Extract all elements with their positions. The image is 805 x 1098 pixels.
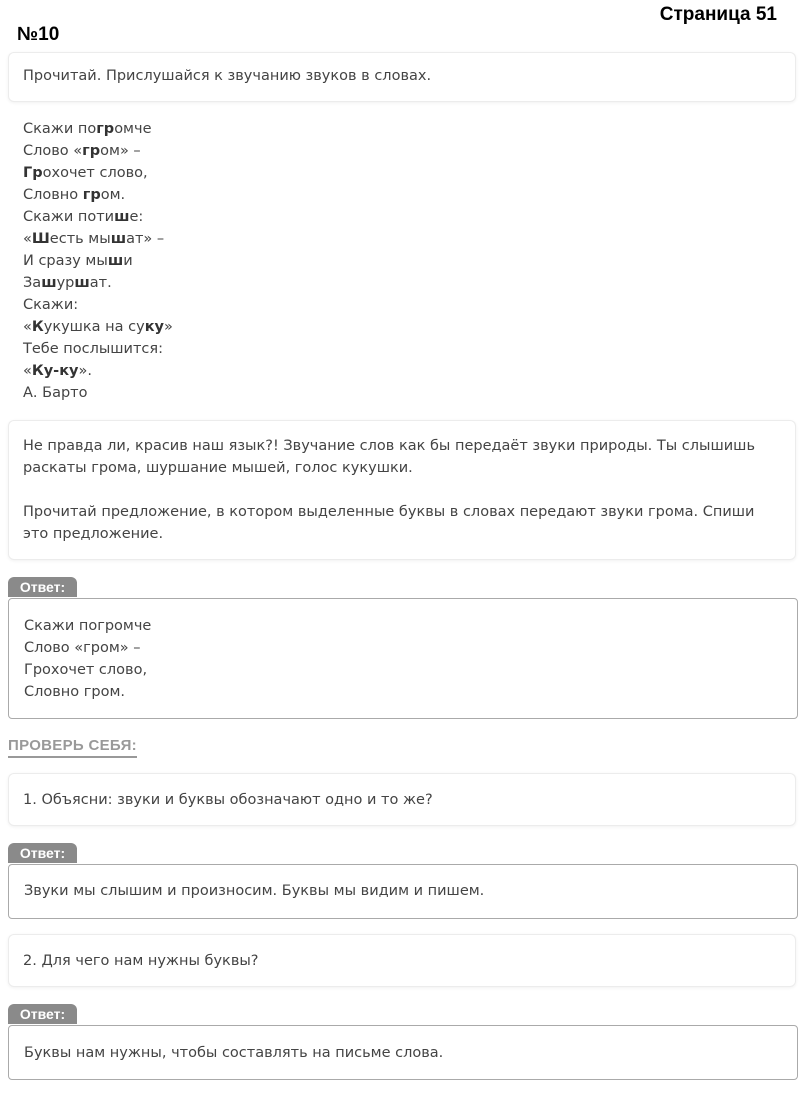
answer-box-2	[8, 864, 798, 919]
answer-line: Словно гром.	[24, 684, 126, 700]
poem-text: А. Барто	[23, 385, 88, 401]
poem-text: За	[23, 275, 42, 291]
poem-text: Скажи:	[23, 297, 79, 313]
poem-text: ат» –	[126, 231, 165, 247]
poem-line	[23, 118, 783, 140]
poem-text: Скажи по	[23, 121, 97, 137]
poem-text: И сразу мы	[23, 253, 108, 269]
poem-text: ом.	[100, 187, 126, 203]
poem-text: е:	[129, 209, 144, 225]
highlighted-letters: гр	[82, 187, 101, 203]
highlighted-letters: ку	[144, 319, 165, 335]
poem-text: и	[123, 253, 133, 269]
highlighted-letters: ш	[114, 209, 130, 225]
answer-line: Грохочет слово,	[24, 662, 148, 678]
intro-text: Прочитай. Прислушайся к звучанию звуков в словах.	[23, 68, 432, 84]
highlighted-letters: гр	[96, 121, 115, 137]
task-number: №10	[17, 24, 60, 45]
answer-label: Ответ:	[8, 1004, 77, 1024]
poem-line	[23, 316, 783, 338]
poem-line	[23, 360, 783, 382]
poem-line	[23, 294, 783, 316]
question-2-card	[8, 934, 796, 987]
poem-line	[23, 382, 783, 404]
highlighted-letters: Ку-ку	[31, 363, 79, 379]
poem-text: «	[23, 363, 32, 379]
highlighted-letters: ш	[107, 253, 124, 269]
highlighted-letters: ш	[74, 275, 90, 291]
answer-1-lines	[24, 599, 782, 703]
poem-text: Словно	[23, 187, 83, 203]
highlighted-letters: ш	[41, 275, 57, 291]
question-1-card	[8, 773, 796, 826]
poem-text: укушка на су	[43, 319, 145, 335]
question-card	[8, 420, 796, 560]
poem-text: охочет слово,	[42, 165, 148, 181]
answer-label: Ответ:	[8, 577, 77, 597]
page-number: Страница 51	[659, 4, 777, 25]
answer-2-text: Звуки мы слышим и произносим. Буквы мы видим и пишем.	[24, 883, 485, 899]
poem-text: Тебе послышится:	[23, 341, 164, 357]
poem-line	[23, 228, 783, 250]
poem-text: ур	[56, 275, 75, 291]
poem-line	[23, 338, 783, 360]
poem-text: ом» –	[100, 143, 141, 159]
answer-label: Ответ:	[8, 843, 77, 863]
question-paragraph-1: Не правда ли, красив наш язык?! Звучание слов как бы передаёт звуки природы. Ты слышишь раскаты грома, шуршание мышей, голос кукушки.	[23, 438, 755, 476]
question-1-text: 1. Объясни: звуки и буквы обозначают одно и то же?	[23, 792, 433, 808]
poem-text: Скажи поти	[23, 209, 115, 225]
answer-box-1	[8, 598, 798, 719]
highlighted-letters: Гр	[23, 165, 43, 181]
poem	[23, 118, 783, 404]
poem-line	[23, 250, 783, 272]
highlighted-letters: ш	[110, 231, 127, 247]
poem-text: есть мы	[49, 231, 111, 247]
answer-line: Скажи погромче	[24, 618, 152, 634]
poem-text: ».	[78, 363, 92, 379]
check-yourself-heading: ПРОВЕРЬ СЕБЯ:	[8, 737, 137, 758]
poem-text: омче	[114, 121, 152, 137]
answer-line: Слово «гром» –	[24, 640, 141, 656]
highlighted-letters: гр	[82, 143, 101, 159]
poem-text: «	[23, 231, 32, 247]
question-2-text: 2. Для чего нам нужны буквы?	[23, 953, 259, 969]
answer-box-3	[8, 1025, 798, 1080]
answer-3-text: Буквы нам нужны, чтобы составлять на письме слова.	[24, 1045, 444, 1061]
highlighted-letters: Ш	[31, 231, 50, 247]
poem-line	[23, 206, 783, 228]
poem-line	[23, 272, 783, 294]
highlighted-letters: К	[31, 319, 44, 335]
question-paragraph-2: Прочитай предложение, в котором выделенные буквы в словах передают звуки грома. Спиши это предложение.	[23, 504, 755, 542]
poem-line	[23, 162, 783, 184]
poem-text: ат.	[89, 275, 112, 291]
poem-line	[23, 140, 783, 162]
poem-text: Слово «	[23, 143, 83, 159]
intro-card	[8, 52, 796, 102]
poem-text: »	[164, 319, 173, 335]
poem-line	[23, 184, 783, 206]
poem-text: «	[23, 319, 32, 335]
